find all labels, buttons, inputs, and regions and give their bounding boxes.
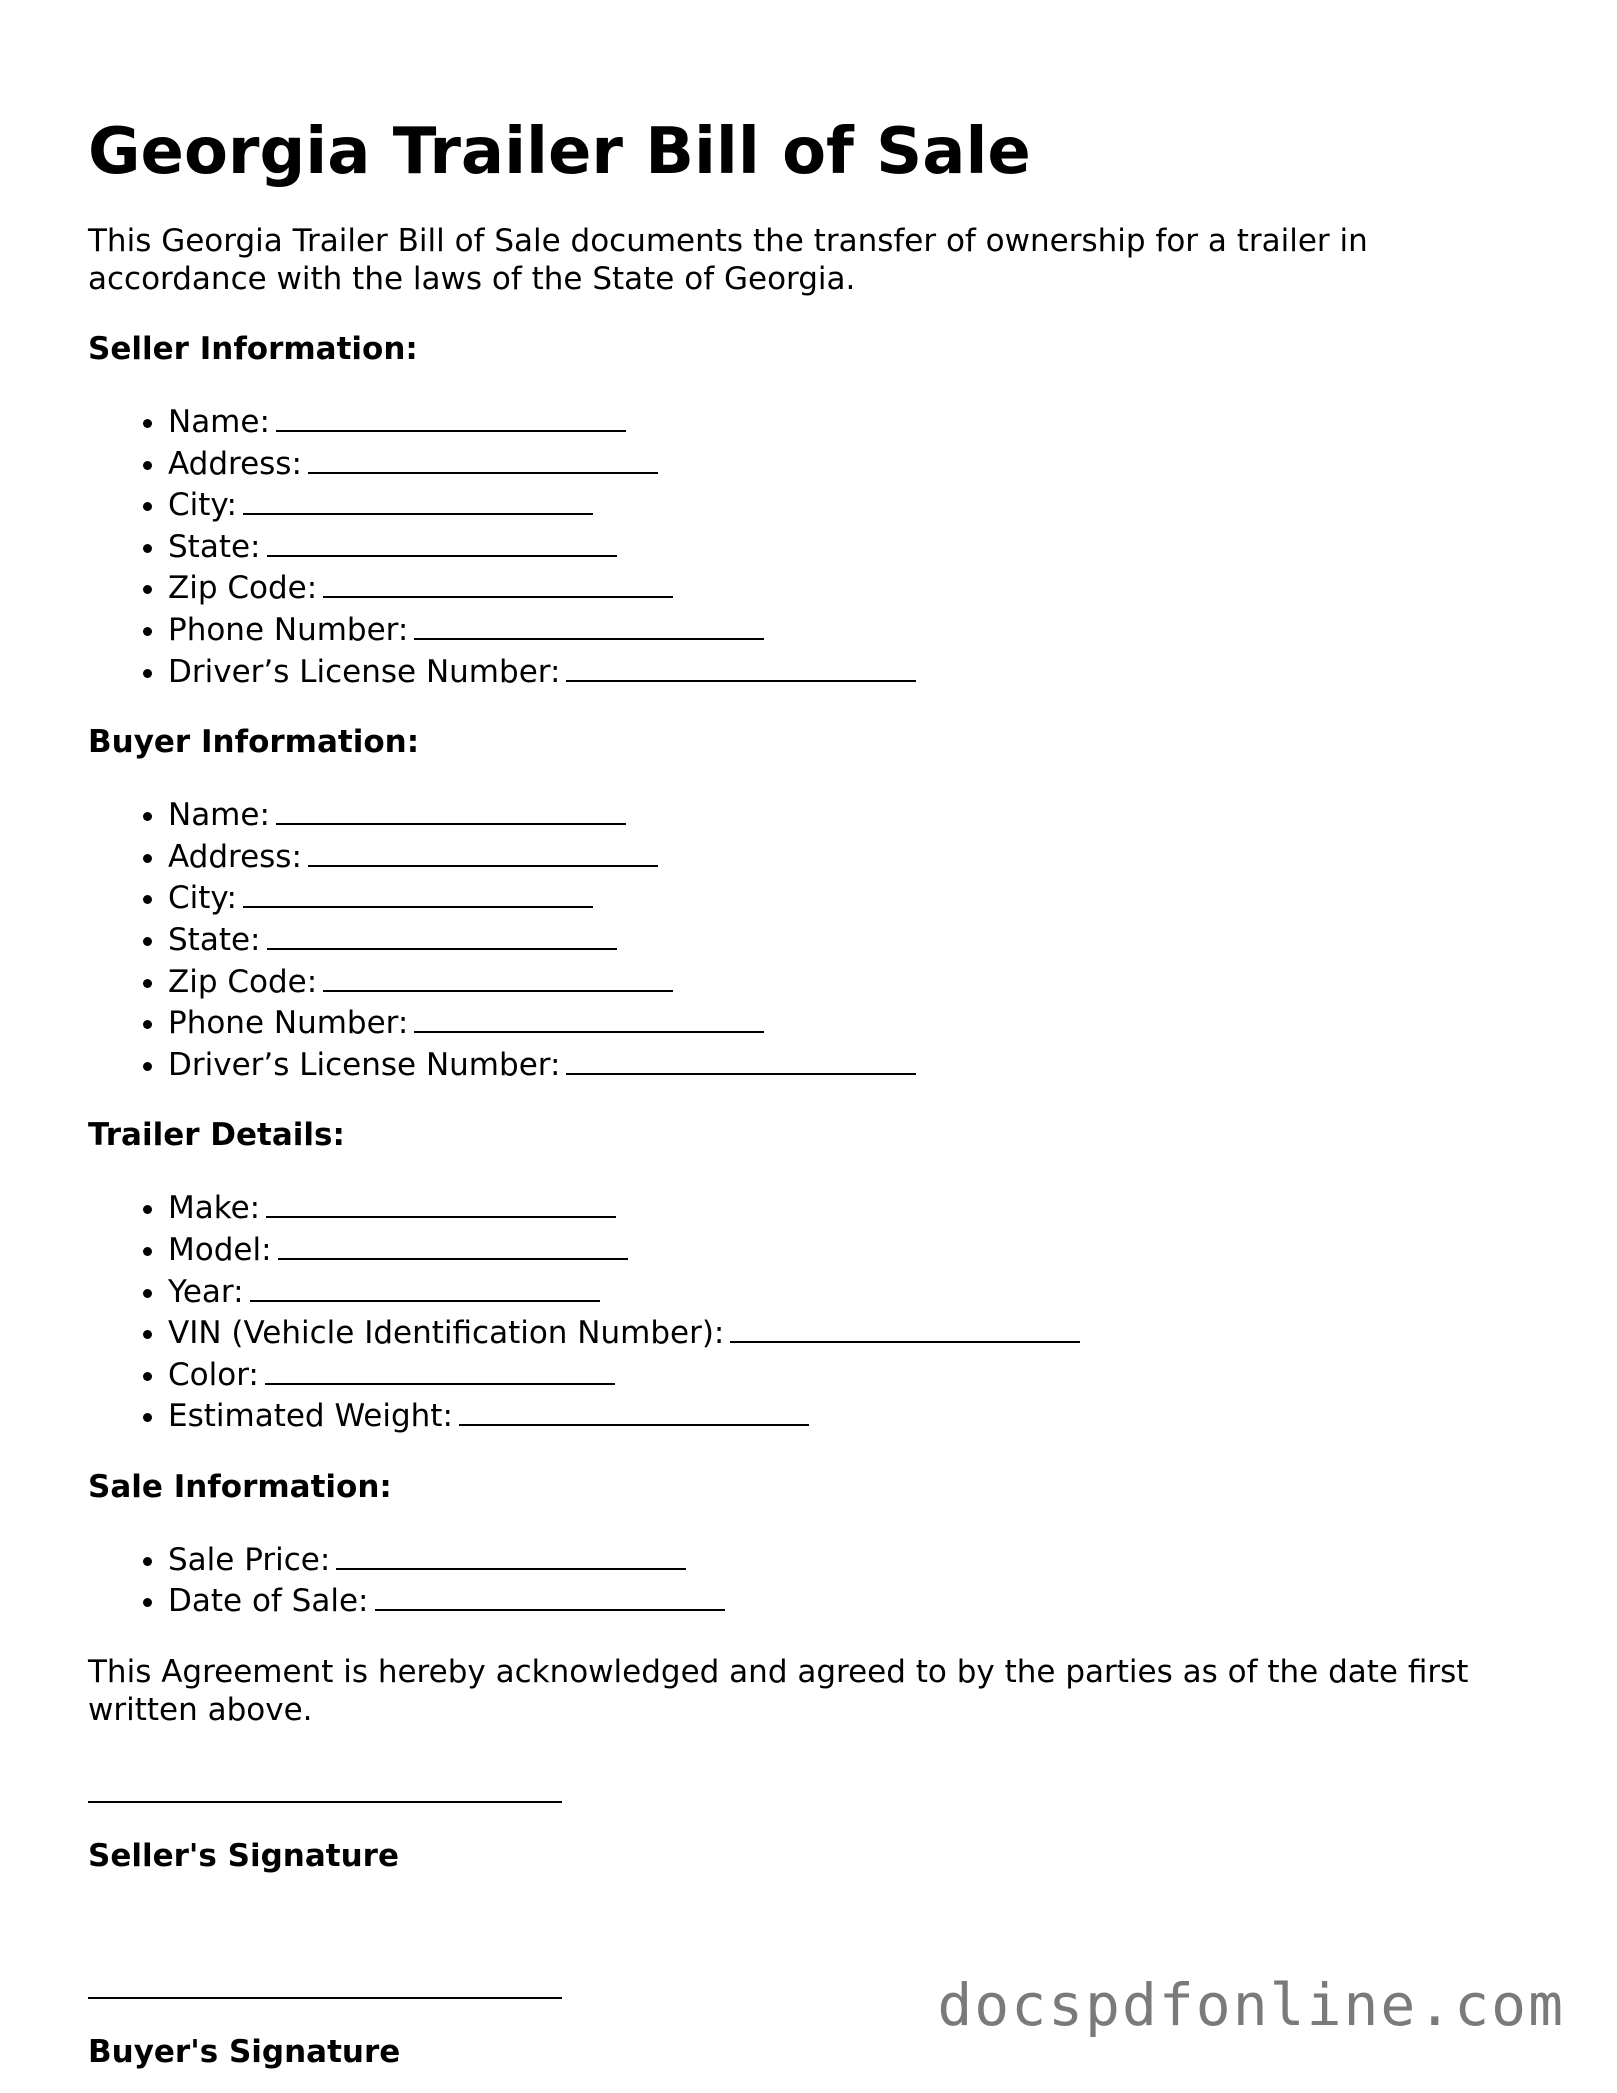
trailer-year-field: • Year: <box>168 1270 1528 1312</box>
trailer-vin-blank[interactable] <box>730 1311 1080 1343</box>
trailer-color-field: • Color: <box>168 1353 1528 1395</box>
buyer-address-blank[interactable] <box>308 835 658 867</box>
sale-section-heading: Sale Information: <box>88 1468 392 1505</box>
seller-signature-label: Seller's Signature <box>88 1838 399 1875</box>
trailer-fields-list <box>88 1186 1528 1436</box>
buyer-fields-list <box>88 793 1528 1084</box>
acknowledgement-paragraph: This Agreement is hereby acknowledged and agreed to by the parties as of the date first written above. <box>88 1654 1469 1729</box>
buyer-state-blank[interactable] <box>267 918 617 950</box>
seller-zip-field: • Zip Code: <box>168 566 1528 608</box>
buyer-zip-blank[interactable] <box>323 960 673 992</box>
seller-fields-list <box>88 400 1528 691</box>
seller-license-blank[interactable] <box>566 650 916 682</box>
buyer-signature-line[interactable] <box>88 1997 562 1999</box>
buyer-address-field: • Address: <box>168 835 1528 877</box>
seller-city-blank[interactable] <box>243 483 593 515</box>
buyer-city-field: • City: <box>168 876 1528 918</box>
seller-signature-line[interactable] <box>88 1801 562 1803</box>
buyer-state-field: • State: <box>168 918 1528 960</box>
buyer-zip-field: • Zip Code: <box>168 960 1528 1002</box>
sale-date-blank[interactable] <box>375 1579 725 1611</box>
buyer-license-field: • Driver’s License Number: <box>168 1043 1528 1085</box>
buyer-phone-blank[interactable] <box>414 1001 764 1033</box>
sale-date-field: • Date of Sale: <box>168 1579 1528 1621</box>
buyer-signature-label: Buyer's Signature <box>88 2034 401 2071</box>
seller-state-field: • State: <box>168 525 1528 567</box>
sale-price-field: • Sale Price: <box>168 1538 1528 1580</box>
intro-paragraph: This Georgia Trailer Bill of Sale documents the transfer of ownership for a trailer in accordance with the laws of the State of Georgia. <box>88 223 1368 297</box>
trailer-color-blank[interactable] <box>265 1353 615 1385</box>
seller-city-field: • City: <box>168 483 1528 525</box>
seller-phone-blank[interactable] <box>414 608 764 640</box>
document-title: Georgia Trailer Bill of Sale <box>88 115 1031 189</box>
sale-fields-list <box>88 1538 1528 1621</box>
trailer-section-heading: Trailer Details: <box>88 1117 345 1154</box>
trailer-vin-field: • VIN (Vehicle Identification Number): <box>168 1311 1528 1353</box>
trailer-model-blank[interactable] <box>278 1228 628 1260</box>
seller-section-heading: Seller Information: <box>88 331 418 367</box>
buyer-name-field: • Name: <box>168 793 1528 835</box>
seller-phone-field: • Phone Number: <box>168 608 1528 650</box>
seller-name-field: • Name: <box>168 400 1528 442</box>
trailer-weight-field: • Estimated Weight: <box>168 1394 1528 1436</box>
buyer-name-blank[interactable] <box>276 793 626 825</box>
sale-price-blank[interactable] <box>336 1538 686 1570</box>
trailer-weight-blank[interactable] <box>459 1394 809 1426</box>
trailer-model-field: • Model: <box>168 1228 1528 1270</box>
seller-license-field: • Driver’s License Number: <box>168 650 1528 692</box>
seller-address-field: • Address: <box>168 442 1528 484</box>
seller-name-blank[interactable] <box>276 400 626 432</box>
seller-address-blank[interactable] <box>308 442 658 474</box>
seller-zip-blank[interactable] <box>323 566 673 598</box>
seller-state-blank[interactable] <box>267 525 617 557</box>
trailer-make-blank[interactable] <box>266 1186 616 1218</box>
buyer-city-blank[interactable] <box>243 876 593 908</box>
buyer-section-heading: Buyer Information: <box>88 724 420 761</box>
buyer-license-blank[interactable] <box>566 1043 916 1075</box>
buyer-phone-field: • Phone Number: <box>168 1001 1528 1043</box>
document-page <box>88 108 1528 2071</box>
trailer-make-field: • Make: <box>168 1186 1528 1228</box>
site-watermark: docspdfonline.com <box>937 1971 1565 2039</box>
trailer-year-blank[interactable] <box>250 1270 600 1302</box>
